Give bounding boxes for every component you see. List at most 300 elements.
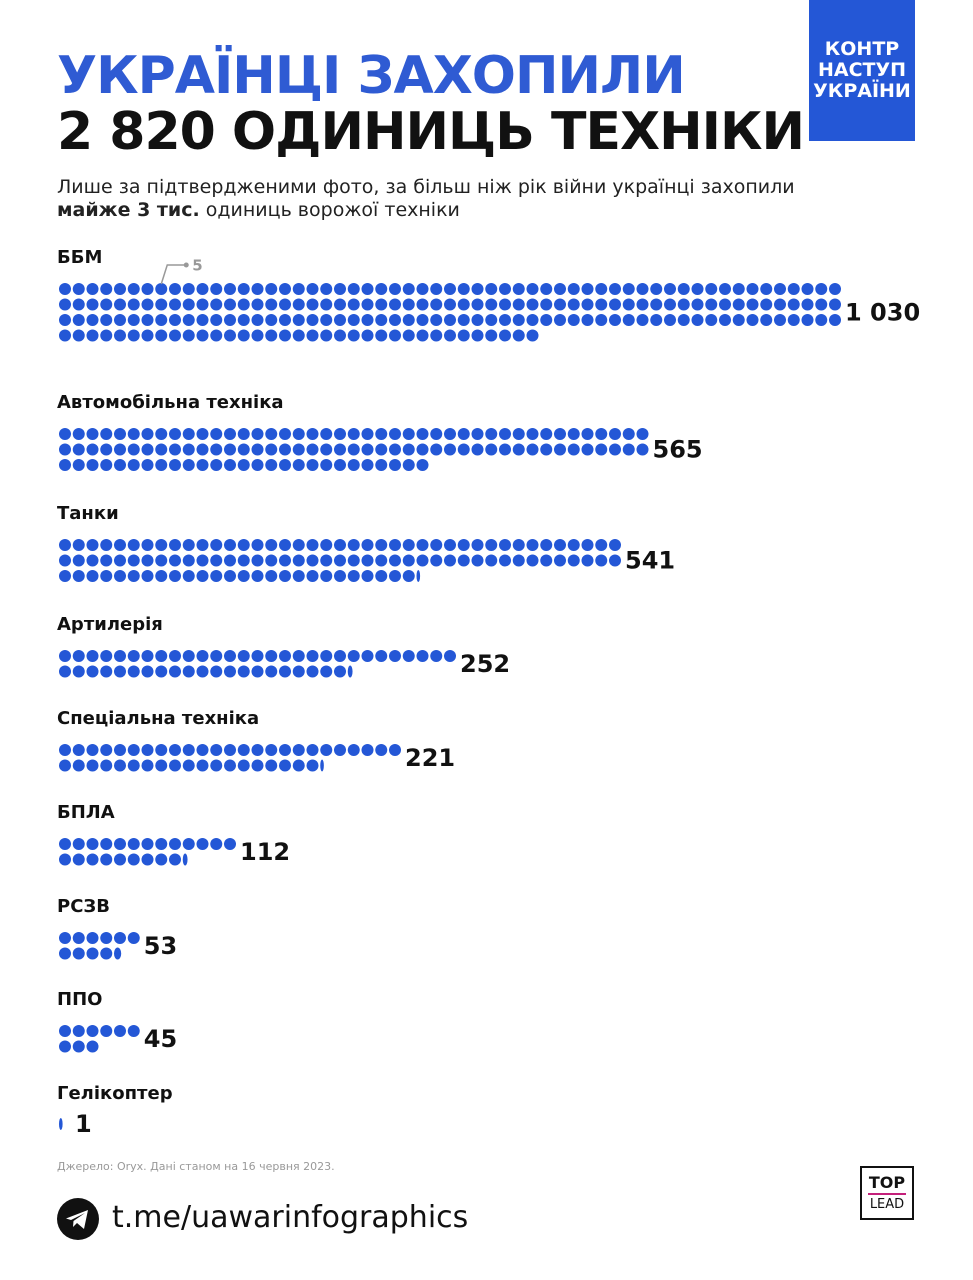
legend-annotation-line [161,265,185,284]
data-dot [499,314,511,326]
data-dot [582,444,594,456]
data-dot [458,555,470,567]
toplead-logo [860,1166,914,1220]
data-dot [568,314,580,326]
data-dot [142,744,154,756]
data-dot [224,650,236,662]
data-dot [375,555,387,567]
data-dot [389,330,401,342]
data-dot [59,459,71,471]
data-dot-partial [114,948,121,960]
logo-top: TOP [868,1173,906,1192]
data-dot [87,666,99,678]
category-label: ППО [57,989,103,1010]
data-dot [444,444,456,456]
data-dot [417,650,429,662]
data-dot [458,314,470,326]
data-dot [252,283,264,295]
data-dot [417,314,429,326]
data-dot [568,444,580,456]
data-dot [73,314,85,326]
data-dot [348,555,360,567]
data-dot [224,283,236,295]
data-dot [279,744,291,756]
data-dot [100,760,112,772]
data-dot [169,838,181,850]
data-dot [169,283,181,295]
data-dot [73,539,85,551]
data-dot [155,555,167,567]
data-dot [362,539,374,551]
data-dot [265,330,277,342]
value-label: 1 [75,1110,92,1138]
data-dot [210,444,222,456]
data-dot [169,555,181,567]
data-dot [499,444,511,456]
data-dot [829,314,841,326]
data-dot [114,299,126,311]
data-dot [128,570,140,582]
data-dot [128,744,140,756]
data-dot [100,1025,112,1037]
data-dot [609,283,621,295]
data-dot [114,330,126,342]
data-dot [238,666,250,678]
data-dot [540,428,552,440]
data-dot [458,539,470,551]
data-dot [348,299,360,311]
data-dot [609,555,621,567]
data-dot [265,299,277,311]
data-dot [307,330,319,342]
data-dot [114,838,126,850]
data-dot [265,428,277,440]
data-dot [252,299,264,311]
data-dot [224,539,236,551]
data-dot [252,666,264,678]
data-dot [307,744,319,756]
data-dot [307,650,319,662]
data-dot [155,854,167,866]
data-dot [472,330,484,342]
data-dot [582,428,594,440]
data-dot [183,650,195,662]
data-dot [183,314,195,326]
data-dot [265,314,277,326]
data-dot [760,314,772,326]
data-dot [210,299,222,311]
data-dot [430,444,442,456]
telegram-link[interactable]: t.me/uawarinfographics [112,1200,469,1235]
data-dot [403,299,415,311]
data-dot [59,570,71,582]
data-dot [678,283,690,295]
data-dot [100,459,112,471]
data-dot [320,283,332,295]
data-dot [155,838,167,850]
data-dot [499,428,511,440]
data-dot [100,539,112,551]
data-dot [815,283,827,295]
data-dot [389,539,401,551]
data-dot [362,744,374,756]
data-dot [320,314,332,326]
data-dot [238,428,250,440]
title-line-2: 2 820 ОДИНИЦЬ ТЕХНІКИ [57,102,804,162]
data-dot [485,314,497,326]
data-dot [265,666,277,678]
data-dot [595,428,607,440]
value-label: 541 [625,546,676,575]
data-dot [623,428,635,440]
badge-line: УКРАЇНИ [813,80,911,102]
data-dot [320,459,332,471]
data-dot [169,330,181,342]
data-dot [87,760,99,772]
data-dot [142,299,154,311]
data-dot [169,666,181,678]
data-dot [375,744,387,756]
data-dot [252,428,264,440]
data-dot [279,760,291,772]
data-dot [403,314,415,326]
source-note: Джерело: Oryx. Дані станом на 16 червня 2023. [57,1160,335,1173]
data-dot [293,666,305,678]
data-dot [609,428,621,440]
data-dot [582,555,594,567]
data-dot [197,459,209,471]
data-dot [142,539,154,551]
data-dot [403,650,415,662]
data-dot [114,444,126,456]
data-dot [362,283,374,295]
data-dot [155,459,167,471]
data-dot [307,570,319,582]
data-dot [210,666,222,678]
data-dot [513,283,525,295]
data-dot [609,299,621,311]
legend-annotation-label: 5 [192,256,203,275]
data-dot [279,283,291,295]
data-dot [719,314,731,326]
data-dot [87,932,99,944]
data-dot [362,444,374,456]
data-dot [430,539,442,551]
data-dot [747,299,759,311]
data-dot [815,299,827,311]
data-dot [678,314,690,326]
data-dot [458,299,470,311]
data-dot [279,666,291,678]
data-dot [362,459,374,471]
data-dot [375,428,387,440]
data-dot [389,744,401,756]
data-dot [73,854,85,866]
data-dot [210,539,222,551]
data-dot [73,1025,85,1037]
data-dot [252,444,264,456]
data-dot [719,283,731,295]
data-dot [307,314,319,326]
data-dot [829,283,841,295]
data-dot [568,555,580,567]
data-dot [334,744,346,756]
subtitle-bold: майже 3 тис. [57,199,200,221]
data-dot [197,428,209,440]
data-dot-partial [320,760,324,772]
data-dot [348,744,360,756]
data-dot [705,314,717,326]
data-dot [595,299,607,311]
data-dot [637,428,649,440]
data-dot [155,444,167,456]
title-line-1: УКРАЇНЦІ ЗАХОПИЛИ [57,46,685,106]
data-dot [279,555,291,567]
data-dot [142,838,154,850]
data-dot [197,444,209,456]
data-dot [582,314,594,326]
data-dot [128,428,140,440]
data-dot [100,948,112,960]
data-dot [142,444,154,456]
data-dot [623,283,635,295]
data-dot [197,283,209,295]
data-dot [334,650,346,662]
data-dot [197,650,209,662]
data-dot [774,314,786,326]
data-dot [210,650,222,662]
data-dot [210,283,222,295]
data-dot [265,555,277,567]
data-dot [472,283,484,295]
data-dot [527,330,539,342]
data-dot [348,283,360,295]
data-dot [293,555,305,567]
data-dot [637,299,649,311]
data-dot [293,459,305,471]
data-dot [458,428,470,440]
data-dot [307,283,319,295]
data-dot [197,539,209,551]
data-dot [128,854,140,866]
data-dot [100,570,112,582]
data-dot [197,570,209,582]
value-label: 53 [143,931,178,960]
data-dot [59,838,71,850]
data-dot [183,459,195,471]
data-dot [128,459,140,471]
data-dot [485,283,497,295]
data-dot [389,299,401,311]
data-dot [100,666,112,678]
data-dot [320,539,332,551]
data-dot [114,854,126,866]
data-dot [265,650,277,662]
data-dot [100,330,112,342]
data-dot [430,299,442,311]
data-dot [87,570,99,582]
data-dot [582,539,594,551]
data-dot [128,932,140,944]
data-dot [458,444,470,456]
data-dot [293,428,305,440]
data-dot [169,744,181,756]
data-dot [252,314,264,326]
data-dot [169,444,181,456]
dot-series [59,428,649,471]
data-dot [334,555,346,567]
data-dot [595,555,607,567]
data-dot [73,744,85,756]
telegram-icon [57,1198,99,1240]
data-dot [307,428,319,440]
data-dot [59,948,71,960]
data-dot [59,1025,71,1037]
data-dot [142,666,154,678]
data-dot [155,760,167,772]
data-dot [128,283,140,295]
data-dot [252,539,264,551]
data-dot [238,744,250,756]
data-dot [210,314,222,326]
data-dot [114,1025,126,1037]
data-dot [788,314,800,326]
data-dot [362,570,374,582]
data-dot [334,570,346,582]
data-dot [155,570,167,582]
data-dot [472,314,484,326]
data-dot [692,283,704,295]
data-dot [128,650,140,662]
data-dot [293,314,305,326]
data-dot [224,330,236,342]
data-dot [197,760,209,772]
data-dot [73,330,85,342]
data-dot [389,459,401,471]
data-dot [747,314,759,326]
data-dot [802,283,814,295]
data-dot [334,314,346,326]
data-dot [100,932,112,944]
data-dot [527,283,539,295]
data-dot [265,444,277,456]
data-dot [403,570,415,582]
data-dot [73,1041,85,1053]
data-dot [252,760,264,772]
data-dot [540,299,552,311]
data-dot [348,428,360,440]
data-dot [389,555,401,567]
data-dot [252,570,264,582]
category-label: Спеціальна техніка [57,708,260,729]
subtitle-rest: одиниць ворожої техніки [199,199,460,221]
data-dot [595,444,607,456]
data-dot [210,428,222,440]
data-dot [238,539,250,551]
data-dot [59,760,71,772]
data-dot [527,539,539,551]
data-dot [334,330,346,342]
data-dot [128,330,140,342]
data-dot [183,299,195,311]
data-dot [238,330,250,342]
data-dot [733,314,745,326]
data-dot [334,299,346,311]
data-dot [224,760,236,772]
data-dot [444,330,456,342]
data-dot [114,459,126,471]
dot-series [59,744,401,772]
data-dot [224,838,236,850]
data-dot [59,428,71,440]
data-dot [485,539,497,551]
data-dot [568,299,580,311]
data-dot [183,283,195,295]
data-dot [375,459,387,471]
data-dot [403,459,415,471]
data-dot [87,838,99,850]
data-dot [320,299,332,311]
data-dot [73,838,85,850]
data-dot [73,650,85,662]
dot-series [59,838,236,866]
data-dot [334,539,346,551]
data-dot [348,539,360,551]
data-dot [293,650,305,662]
data-dot [430,283,442,295]
data-dot [403,555,415,567]
data-dot [444,555,456,567]
data-dot [430,650,442,662]
data-dot [760,299,772,311]
data-dot [362,330,374,342]
data-dot [100,283,112,295]
data-dot [733,283,745,295]
data-dot [183,555,195,567]
data-dot [169,854,181,866]
data-dot [293,744,305,756]
legend-annotation-dot [184,263,189,268]
data-dot [403,539,415,551]
data-dot [513,428,525,440]
data-dot [114,932,126,944]
data-dot [114,314,126,326]
data-dot [540,283,552,295]
data-dot [279,650,291,662]
data-dot [128,666,140,678]
data-dot [224,555,236,567]
data-dot [472,299,484,311]
value-label: 565 [652,435,703,464]
data-dot [197,666,209,678]
data-dot [238,650,250,662]
data-dot [238,570,250,582]
category-label: Автомобільна техніка [57,392,284,413]
data-dot [458,283,470,295]
data-dot [142,760,154,772]
data-dot [73,948,85,960]
data-dot [73,666,85,678]
data-dot [692,314,704,326]
data-dot [183,760,195,772]
data-dot [210,330,222,342]
dot-series [59,1025,140,1053]
data-dot [348,650,360,662]
data-dot [499,330,511,342]
data-dot [224,570,236,582]
data-dot [513,444,525,456]
data-dot [375,444,387,456]
